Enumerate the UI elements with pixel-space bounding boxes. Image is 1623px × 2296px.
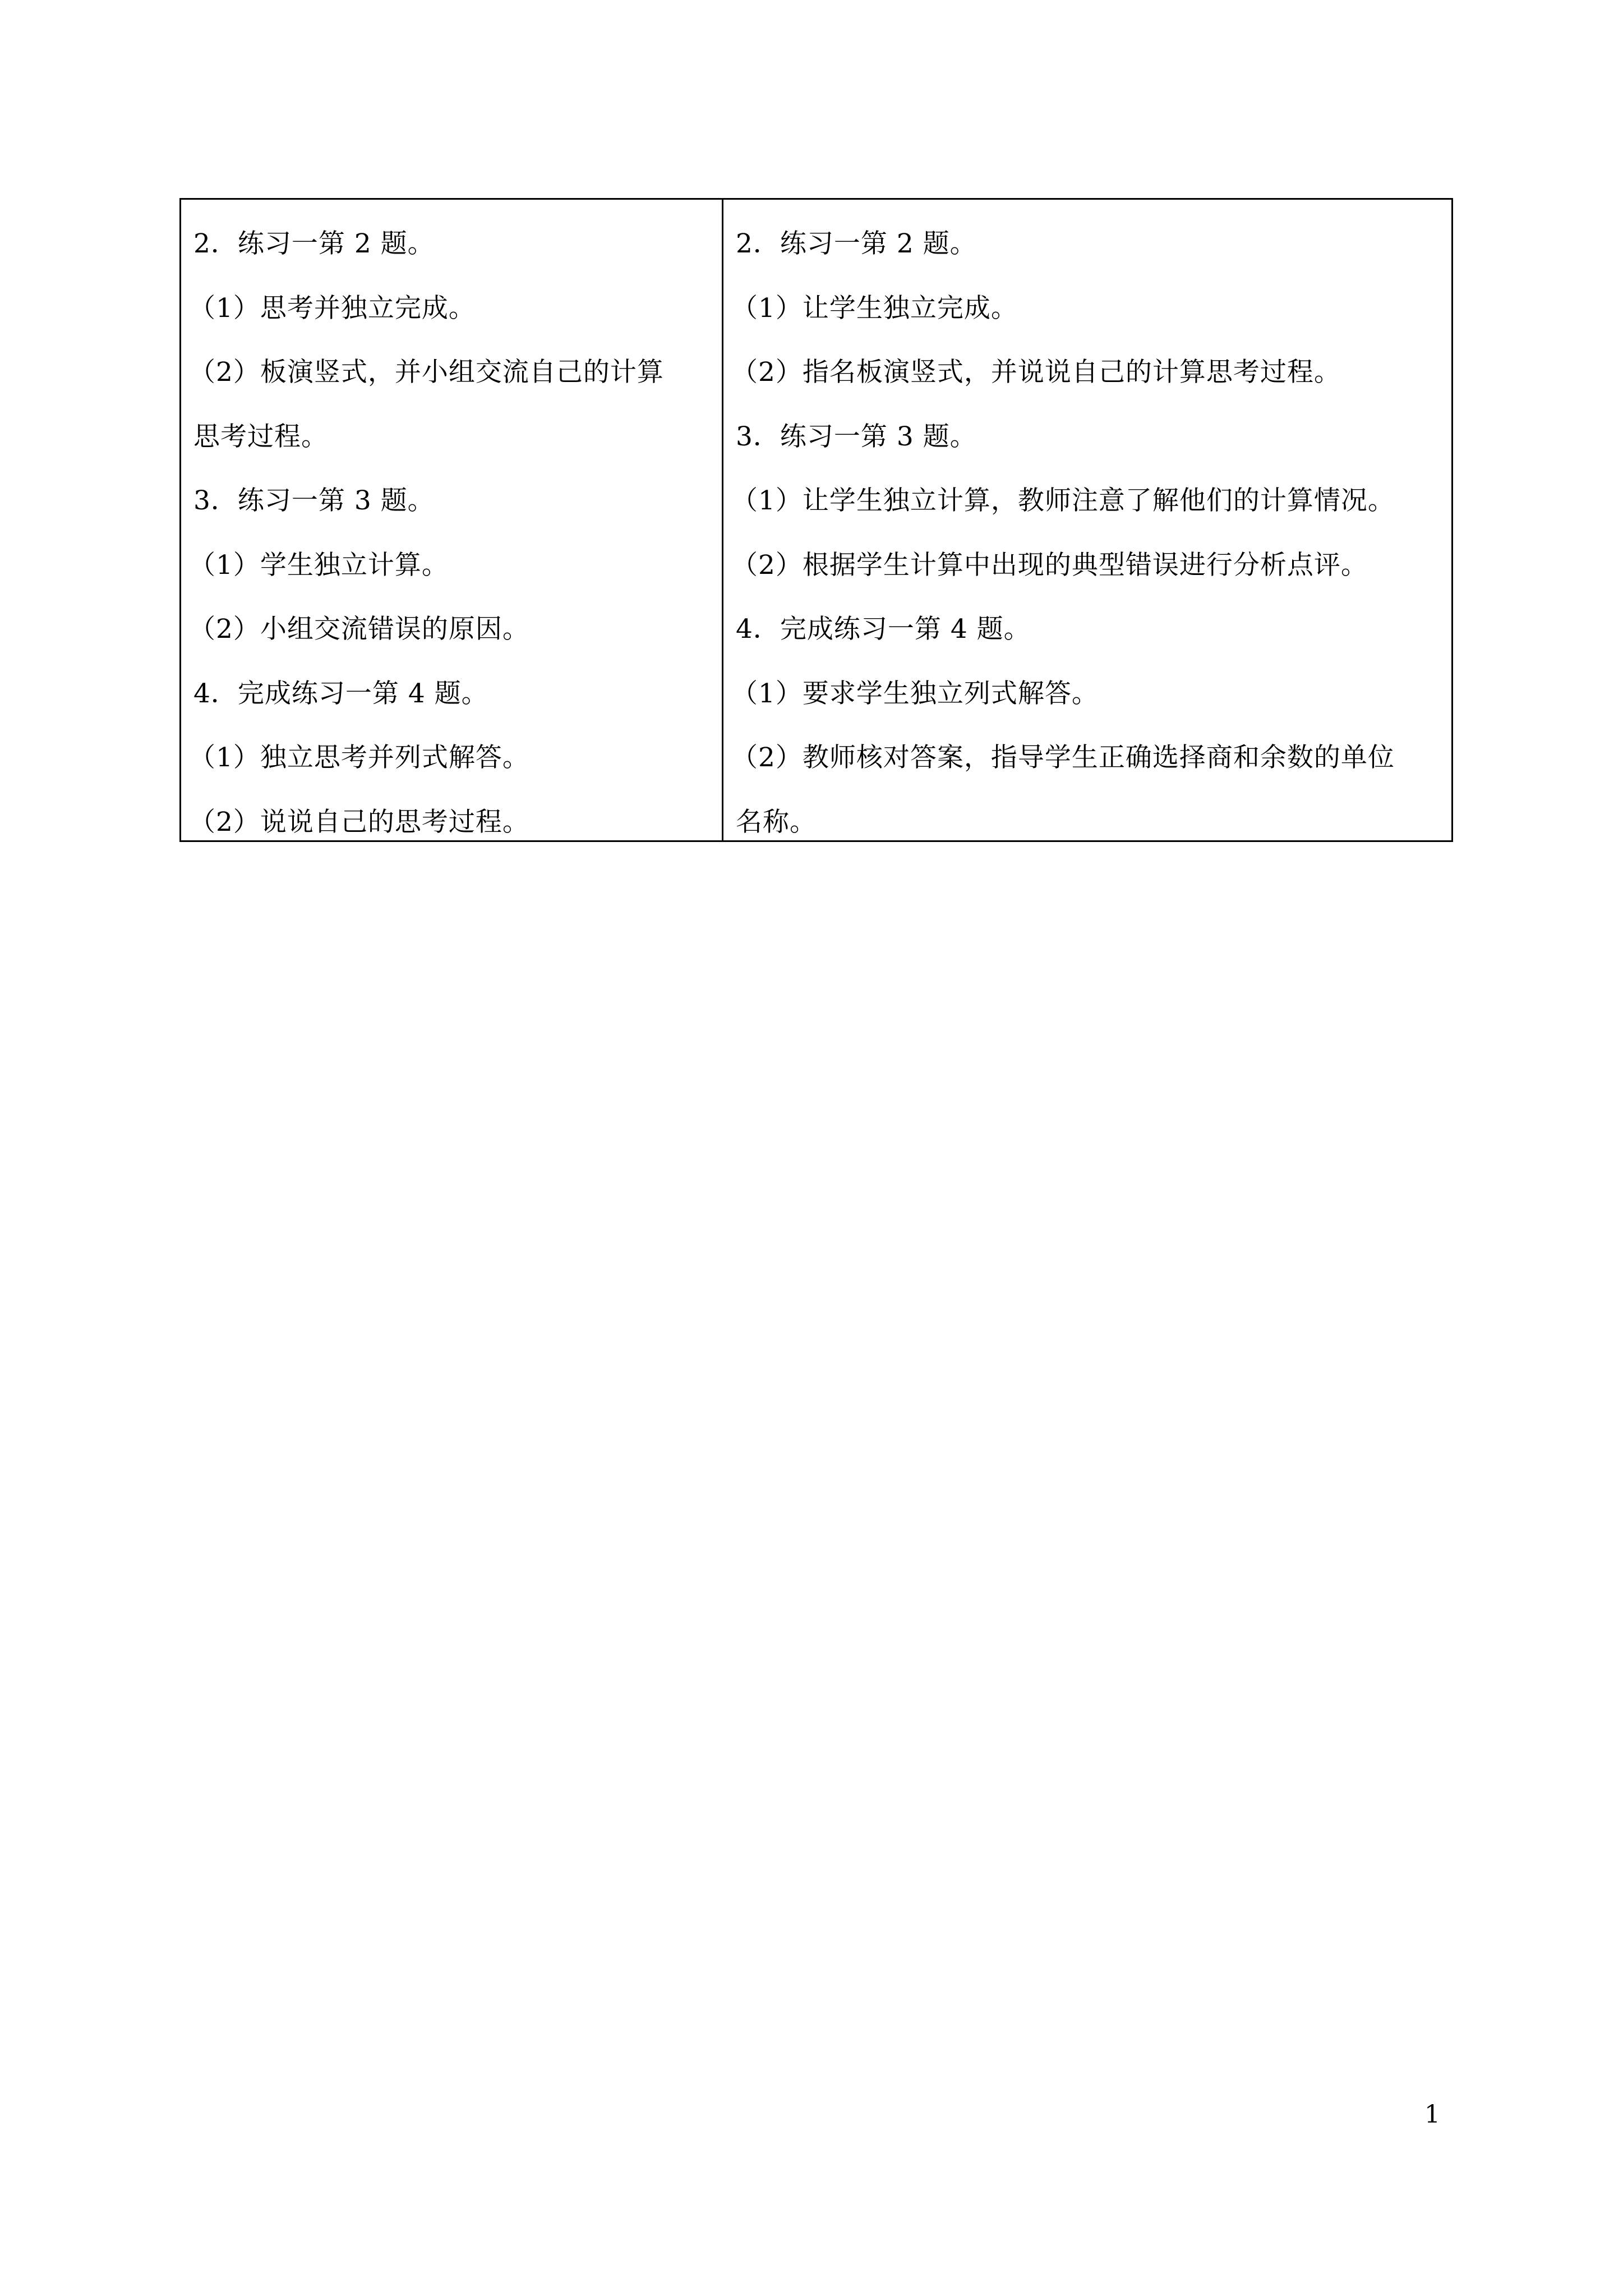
teacher-activity-column [723,200,1451,840]
table-line: 2．练习一第 2 题。 [736,228,977,259]
table-line: （2）小组交流错误的原因。 [189,614,529,645]
table-line: （2）教师核对答案，指导学生正确选择商和余数的单位 [731,742,1395,773]
student-activity-column [181,200,723,840]
table-line: （1）学生独立计算。 [189,549,449,581]
page-number: 1 [1424,2100,1440,2129]
table-line: （1）要求学生独立列式解答。 [731,678,1099,709]
table-line: 3．练习一第 3 题。 [193,485,435,516]
table-line: （1）独立思考并列式解答。 [189,742,529,773]
table-line: 名称。 [736,806,817,838]
table-line: （2）说说自己的思考过程。 [189,806,529,838]
table-line: 4．完成练习一第 4 题。 [193,678,488,709]
table-line: 3．练习一第 3 题。 [736,421,977,452]
table-line: （2）根据学生计算中出现的典型错误进行分析点评。 [731,549,1368,581]
table-line: （1）让学生独立完成。 [731,292,1018,324]
table-line: （1）思考并独立完成。 [189,292,476,324]
table-line: 2．练习一第 2 题。 [193,228,435,259]
table-line: （2）板演竖式，并小组交流自己的计算 [189,357,664,388]
table-line: （2）指名板演竖式，并说说自己的计算思考过程。 [731,357,1341,388]
table-line: 4．完成练习一第 4 题。 [736,614,1031,645]
table-line: （1）让学生独立计算，教师注意了解他们的计算情况。 [731,485,1395,516]
lesson-table [179,198,1453,842]
table-line: 思考过程。 [193,421,328,452]
